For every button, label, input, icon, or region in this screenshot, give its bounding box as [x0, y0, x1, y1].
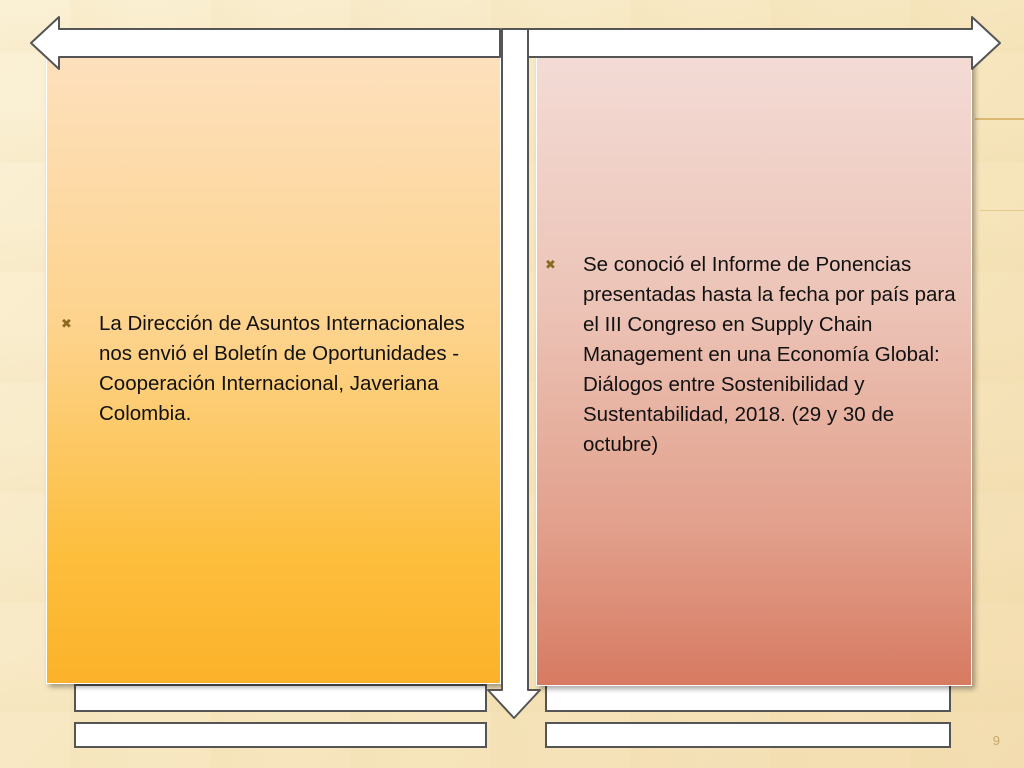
left-bullet-item	[58, 309, 488, 429]
left-arrow-shape	[31, 17, 500, 69]
x-bullet-icon: ✖	[61, 316, 72, 331]
right-arrow-shape	[528, 17, 1000, 69]
x-bullet-icon: ✖	[545, 257, 556, 272]
left-bullet-text: La Dirección de Asuntos Internacionales nos envió el Boletín de Oportunidades - Cooperación Internacional, Javeriana Colombia.	[99, 312, 465, 425]
page-number: 9	[992, 733, 1000, 748]
right-bullet-text: Se conoció el Informe de Ponencias presentadas hasta la fecha por país para el III Congreso en Supply Chain Management en una Economía Global: Diálogos entre Sostenibilidad y Sustentabilidad, 2018. (29 y 30 de octubre)	[583, 253, 956, 456]
down-arrow-shape	[488, 29, 540, 718]
right-bullet-item	[542, 250, 972, 460]
